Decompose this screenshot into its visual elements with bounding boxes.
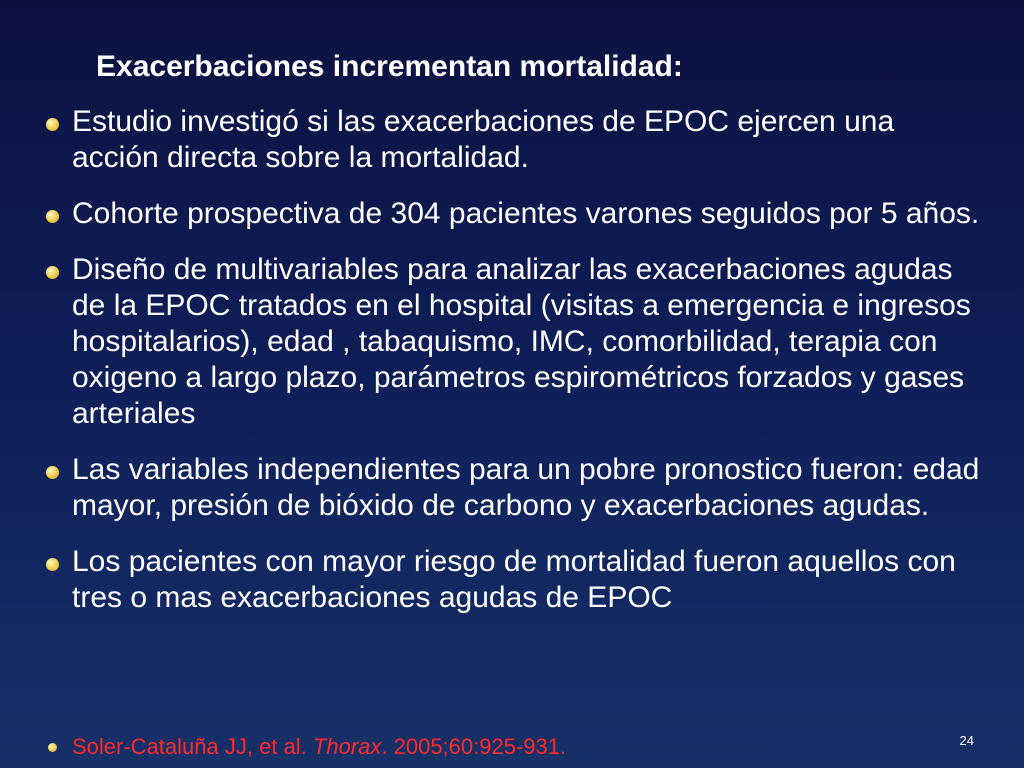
reference-authors: Soler-Cataluña JJ, et al. — [72, 734, 313, 759]
bullet-list — [44, 104, 984, 636]
bullet-text: Estudio investigó si las exacerbaciones de EPOC ejercen una acción directa sobre la mortalidad. — [72, 105, 895, 174]
slide-title: Exacerbaciones incrementan mortalidad: — [96, 50, 683, 83]
bullet-text: Las variables independientes para un pobre pronostico fueron: edad mayor, presión de bióxido de carbono y exacerbaciones agudas. — [72, 453, 980, 522]
bullet-item — [44, 544, 984, 616]
bullet-text: Los pacientes con mayor riesgo de mortalidad fueron aquellos con tres o mas exacerbaciones agudas de EPOC — [72, 545, 956, 614]
bullet-item — [44, 452, 984, 524]
bullet-dot-icon — [48, 743, 57, 752]
bullet-text: Diseño de multivariables para analizar las exacerbaciones agudas de la EPOC tratados en el hospital (visitas a emergencia e ingresos hospitalarios), edad , tabaquismo, IMC, comorbilidad, terapia con oxigeno a largo plazo, parámetros espirométricos forzados y gases arteriales — [72, 253, 971, 430]
bullet-dot-icon — [46, 558, 59, 571]
bullet-dot-icon — [46, 118, 59, 131]
bullet-item — [44, 196, 984, 232]
page-number: 24 — [959, 733, 974, 748]
reference-details: . 2005;60:925-931. — [381, 734, 567, 759]
bullet-item — [44, 104, 984, 176]
reference-journal: Thorax — [312, 734, 382, 759]
reference — [44, 733, 566, 761]
bullet-dot-icon — [46, 210, 59, 223]
bullet-dot-icon — [46, 466, 59, 479]
bullet-dot-icon — [46, 266, 59, 279]
bullet-text: Cohorte prospectiva de 304 pacientes varones seguidos por 5 años. — [72, 197, 980, 230]
bullet-item — [44, 252, 984, 432]
